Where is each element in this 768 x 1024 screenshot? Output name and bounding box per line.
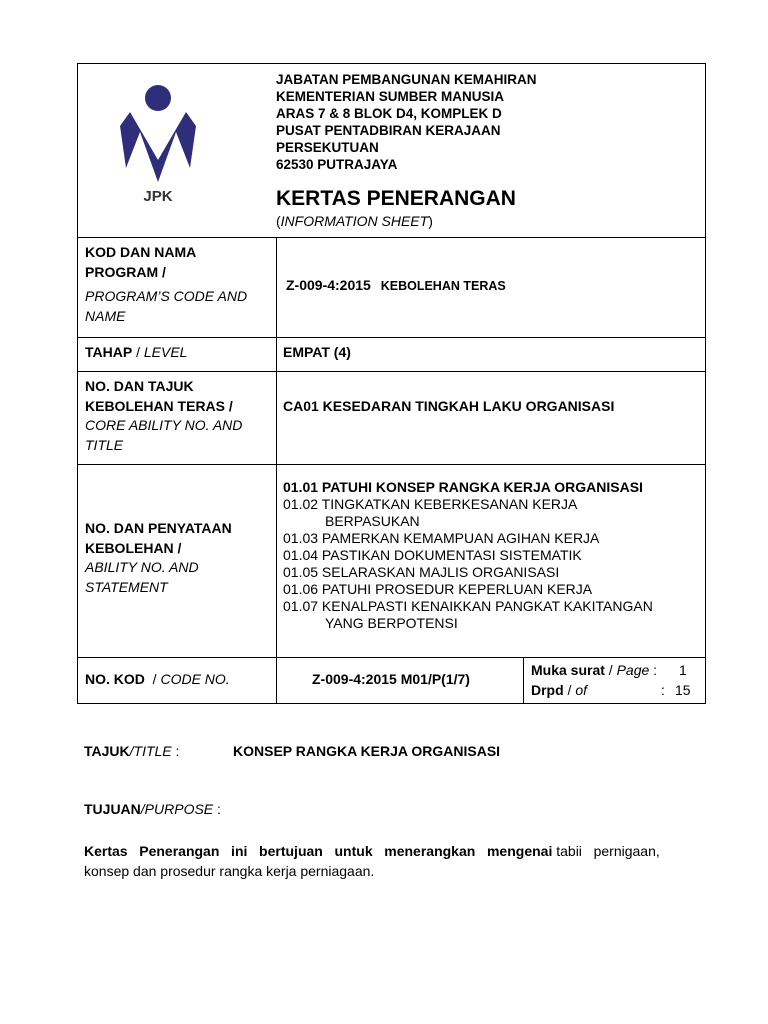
list-item: 01.02 TINGKATKAN KEBERKESANAN KERJA: [283, 496, 578, 512]
ability-list: [283, 479, 653, 632]
level-label: TAHAP / LEVEL: [85, 344, 188, 360]
page-info: [531, 660, 703, 700]
row-divider: [78, 657, 705, 658]
level-value: EMPAT (4): [283, 344, 351, 360]
column-divider: [523, 657, 524, 704]
list-item: YANG BERPOTENSI: [325, 615, 458, 631]
jpk-logo: [116, 84, 200, 208]
address-line: JABATAN PEMBANGUNAN KEMAHIRAN: [276, 72, 537, 87]
list-item: BERPASUKAN: [325, 513, 420, 529]
row-divider: [78, 464, 705, 465]
address-line: 62530 PUTRAJAYA: [276, 157, 398, 172]
address-line: ARAS 7 & 8 BLOK D4, KOMPLEK D: [276, 106, 502, 121]
row-divider: [78, 237, 705, 238]
ability-label: NO. DAN PENYATAAN KEBOLEHAN / ABILITY NO. AND STATEMENT: [85, 520, 232, 595]
row-divider: [78, 371, 705, 372]
code-label: NO. KOD / CODE NO.: [85, 671, 230, 687]
purpose-paragraph: Kertas Penerangan ini bertujuan untuk menerangkan mengenai tabii pernigaan,: [84, 843, 660, 859]
agency-address: [276, 71, 537, 173]
page-number: Muka surat / Page : 1: [531, 662, 687, 678]
document-subtitle: (INFORMATION SHEET): [276, 213, 433, 229]
title-value: KONSEP RANGKA KERJA ORGANISASI: [233, 743, 501, 759]
list-item: 01.05 SELARASKAN MAJLIS ORGANISASI: [283, 564, 560, 580]
list-item: 01.06 PATUHI PROSEDUR KEPERLUAN KERJA: [283, 581, 593, 597]
document-title: KERTAS PENERANGAN: [276, 187, 516, 210]
core-ability-value: CA01 KESEDARAN TINGKAH LAKU ORGANISASI: [283, 398, 615, 414]
purpose-paragraph-line2: konsep dan prosedur rangka kerja perniagaan.: [84, 863, 375, 879]
logo-text: JPK: [143, 188, 173, 205]
address-line: KEMENTERIAN SUMBER MANUSIA: [276, 89, 505, 104]
row-divider: [78, 337, 705, 338]
code-value: Z-009-4:2015 M01/P(1/7): [312, 671, 470, 687]
core-ability-label: NO. DAN TAJUK KEBOLEHAN TERAS / CORE ABILITY NO. AND TITLE: [85, 378, 243, 453]
list-item: 01.07 KENALPASTI KENAIKKAN PANGKAT KAKITANGAN: [283, 598, 653, 614]
address-line: PUSAT PENTADBIRAN KERAJAAN: [276, 123, 501, 138]
column-divider: [276, 237, 277, 704]
info-sheet-table: [77, 63, 706, 704]
program-value: Z-009-4:2015 KEBOLEHAN TERAS: [286, 277, 506, 293]
page-total: Drpd / of : 15: [531, 682, 691, 698]
list-item: 01.03 PAMERKAN KEMAMPUAN AGIHAN KERJA: [283, 530, 600, 546]
list-item: 01.01 PATUHI KONSEP RANGKA KERJA ORGANISASI: [283, 479, 643, 495]
list-item: 01.04 PASTIKAN DOKUMENTASI SISTEMATIK: [283, 547, 582, 563]
address-line: PERSEKUTUAN: [276, 140, 379, 155]
purpose-label: TUJUAN/PURPOSE :: [84, 801, 221, 817]
program-label: KOD DAN NAMA PROGRAM / PROGRAM’S CODE AND NAME: [85, 244, 248, 324]
title-label: TAJUK/TITLE :: [84, 743, 180, 759]
